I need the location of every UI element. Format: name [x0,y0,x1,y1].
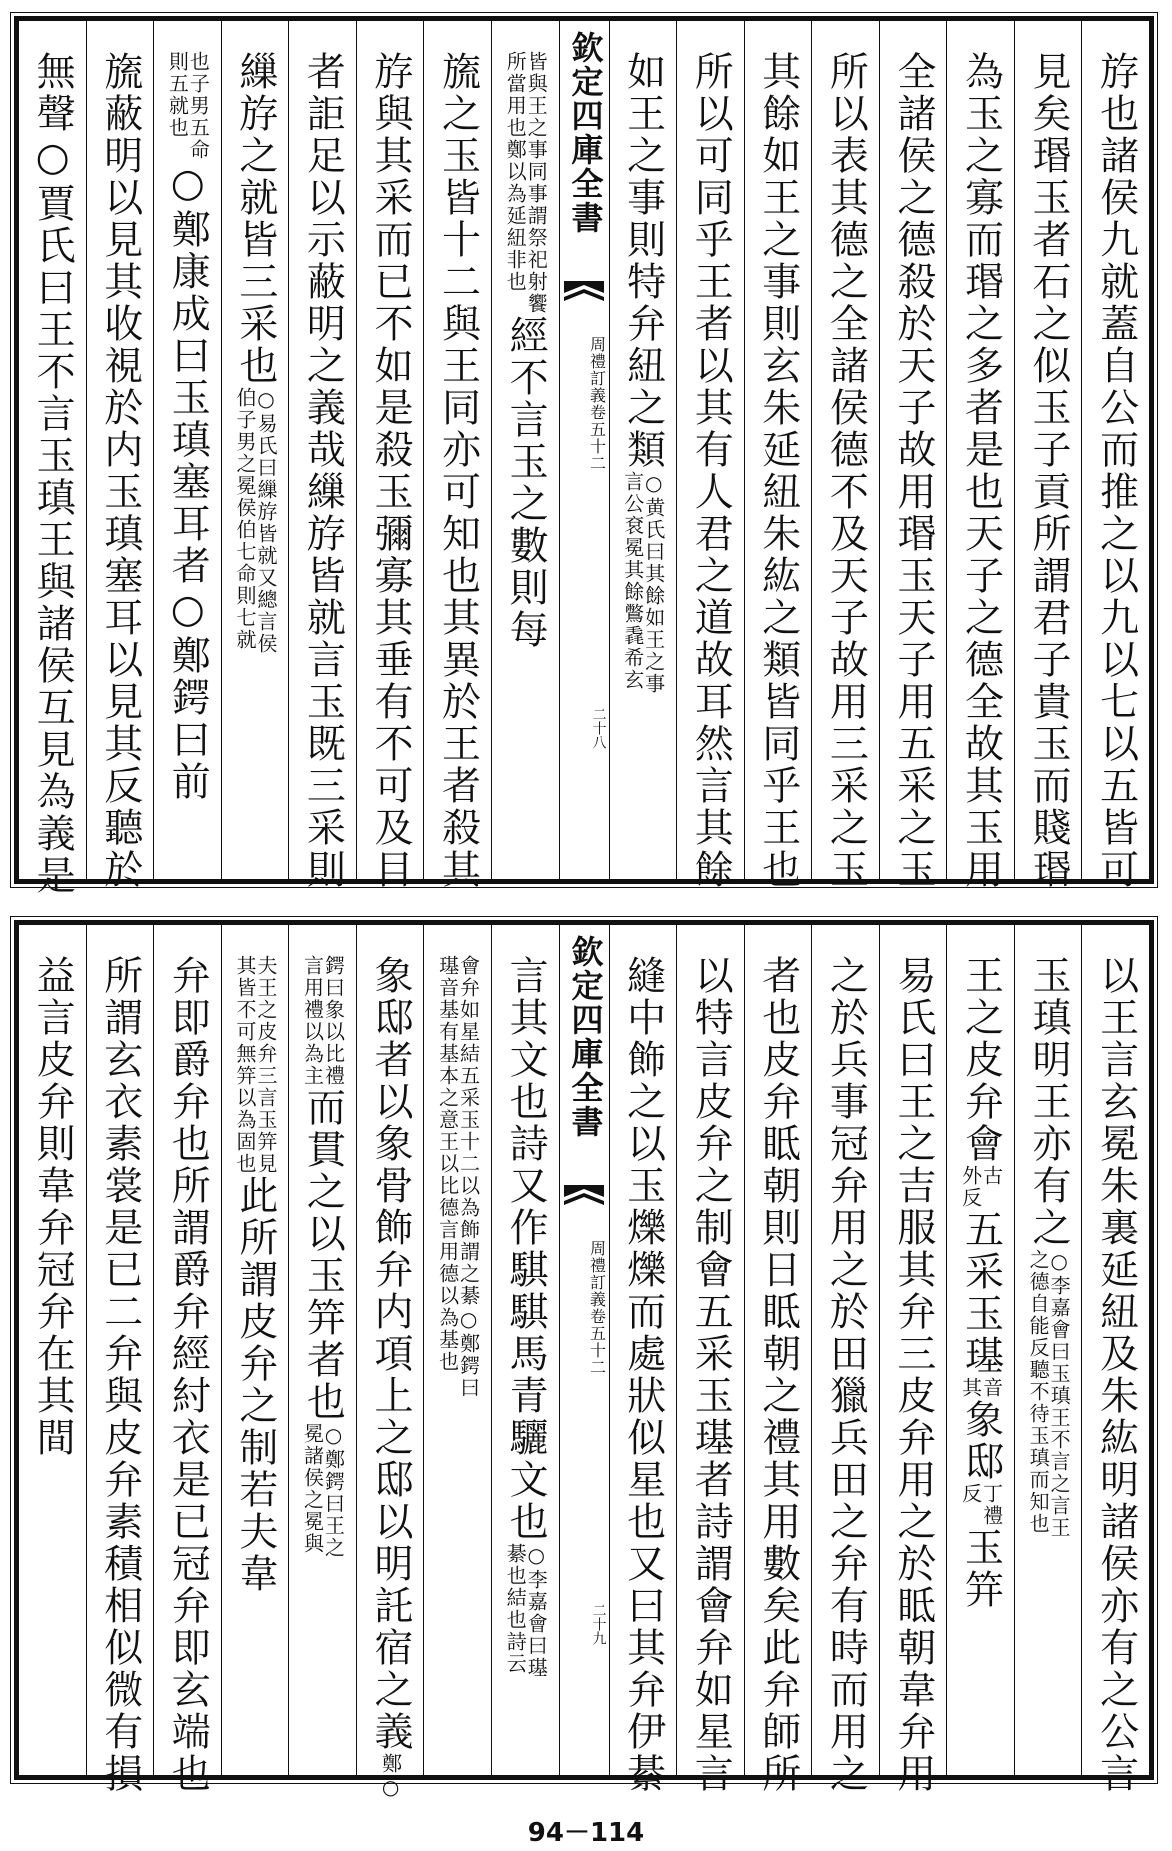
page-number: 94－114 [527,1818,645,1848]
text-column [744,21,812,891]
text-column [1081,925,1149,1795]
annotation-right: ○李嘉會曰玉瑱王不言之言王 [1047,1249,1072,1539]
text-column [221,925,289,1775]
volume-title: 周禮訂義 [587,336,607,404]
annotation-pair [302,955,344,1087]
annotation-left: 其皆不可無笄以為固也 [232,955,257,1175]
text-column [423,21,491,891]
main-text: 縫中飾之以玉爍爍而處狀似星也又曰其弁伊綦 [620,955,666,1795]
annotation-pair [234,387,276,655]
annotation-pair [960,1483,1002,1527]
text-column [609,21,677,879]
main-text: 玉笄 [958,1527,1004,1611]
annotation-left: 伯子男之冕侯伯七命則七就 [232,387,257,651]
annotation-pair [503,1543,549,1679]
text-column [356,21,424,891]
main-text: 無聲○賈氏曰王不言玉瑱王與諸侯互見為義是 [30,51,76,897]
annotation-left: 之德自能反聽不待玉瑱而知也 [1026,1249,1051,1535]
volume-label [560,1240,609,1376]
annotation-right: 皆與王之事同事謂祭祀射饗 [524,51,549,315]
main-text: 五采玉璂 [958,1209,1004,1377]
text-column [19,925,86,1775]
annotation-pair [437,955,479,1399]
top-columns [19,21,1149,897]
annotation-left: 言用禮以為主 [300,955,325,1087]
top-page-panel [14,16,1154,897]
main-text: 之於兵事冠弁用之於田獵兵田之弁有時而用之 [823,955,869,1795]
annotation-left: 其 [958,1377,983,1399]
main-text: 玉瑱明王亦有之 [1026,955,1072,1249]
text-column [609,925,677,1795]
bottom-page-panel [14,920,1154,1801]
annotation-left: 綦也結也詩云 [503,1543,528,1675]
annotation-right: ○李嘉會曰璂 [524,1543,549,1679]
leaf-number: 二十九 [590,1603,607,1645]
main-text: 王之皮弁會 [958,955,1004,1165]
text-column [288,925,356,1775]
text-column [879,925,947,1795]
text-column [221,21,289,879]
annotation-right: 古 [979,1165,1004,1187]
annotation-right: 夫王之皮弁三言玉笄見 [253,955,278,1175]
text-column [676,925,744,1795]
annotation-right: ○黄氏曰其餘如王之事 [641,471,666,695]
annotation-pair [302,1423,344,1559]
main-text: ○鄭康成曰玉瑱塞耳者○鄭鍔曰前 [165,161,211,803]
text-column [676,21,744,891]
volume-number: 卷五十二 [587,404,607,472]
annotation-left: 則五就也 [165,51,190,139]
main-text: 旒之玉皆十二與王同亦可知也其異於王者殺其 [435,51,481,891]
text-column [19,21,86,897]
book-title: 欽定四庫全書 [566,31,605,235]
main-text: 此所謂皮弁之制若夫韋 [232,1175,278,1595]
text-column [811,925,879,1795]
main-text: 以王言玄冕朱裏延紐及朱紘明諸侯亦有之公言 [1093,955,1139,1795]
center-fold [559,21,609,879]
main-text: 如王之事則特弁紐之類 [620,51,666,471]
main-text: 者詎足以示蔽明之義哉繅斿皆就言玉既三采則 [300,51,346,891]
annotation-right: 會弁如星結五采玉十二以為飾謂之綦○鄭鍔曰 [456,955,481,1399]
annotation-left: 所當用也鄭以為延紐非也 [503,51,528,293]
fish-tail-mark-icon [564,281,604,321]
main-text: 益言皮弁則韋弁冠弁在其間 [30,955,76,1459]
annotation-pair [503,51,549,315]
main-text: 所以可同乎王者以其有人君之道故耳然言其餘 [688,51,734,891]
main-text: 所以表其德之全諸侯德不及天子故用三采之玉 [823,51,869,891]
annotation-left: 外反 [958,1165,983,1209]
main-text: 易氏曰王之吉服其弁三皮弁用之於眡朝韋弁用 [890,955,936,1795]
main-text: 全諸侯之德殺於天子故用瑉玉天子用五采之玉 [890,51,936,891]
text-column [1014,21,1082,891]
annotation-left: 言公袞冕其餘鷩毳希玄 [620,471,645,691]
text-column [811,21,879,891]
main-text: 斿與其采而已不如是殺玉彌寡其垂有不可及目 [367,51,413,891]
leaf-number: 二十八 [590,707,607,749]
text-column [86,21,154,891]
annotation-right: 也子男五命 [186,51,211,161]
book-title: 欽定四庫全書 [566,935,605,1139]
main-text: 為玉之寡而瑉之多者是也天子之德全故其玉用 [958,51,1004,891]
text-column [491,925,559,1775]
main-text: 斿也諸侯九就蓋自公而推之以九以七以五皆可 [1093,51,1139,891]
bottom-columns [19,925,1149,1801]
volume-number: 卷五十二 [587,1308,607,1376]
text-column [86,925,154,1795]
main-text: 見矣瑉玉者石之似玉子貢所謂君子貴玉而賤瑉 [1026,51,1072,891]
text-column [946,925,1014,1775]
annotation-pair [234,955,276,1175]
annotation-pair [380,1753,401,1801]
text-column [288,21,356,891]
text-column [946,21,1014,891]
main-text: 而貫之以玉笄者也 [300,1087,346,1423]
annotation-left: 冕諸侯之冕與 [300,1423,325,1555]
main-text: 以特言皮弁之制會五采玉璂者詩謂會弁如星言 [688,955,734,1795]
volume-title: 周禮訂義 [587,1240,607,1308]
volume-label [560,336,609,472]
annotation-pair [960,1165,1002,1209]
text-column [153,925,221,1795]
main-text: 繅斿之就皆三采也 [232,51,278,387]
annotation-pair [165,51,211,161]
annotation-pair [622,471,664,695]
main-text: 者也皮弁眡朝則日眡朝之禮其用數矣此弁師所 [755,955,801,1795]
annotation-right: 鄭○ [378,1753,403,1801]
text-column [491,21,559,879]
annotation-right: 鍔曰象以比禮 [321,955,346,1087]
annotation-left: 璂音基有基本之意王以比德言用德以為基也 [435,955,460,1373]
text-column [744,925,812,1795]
main-text: 所謂玄衣素裳是已二弁與皮弁素積相似微有損 [97,955,143,1795]
annotation-right: 音 [979,1377,1004,1399]
main-text: 其餘如王之事則玄朱延紐朱紘之類皆同乎王也 [755,51,801,891]
center-fold [559,925,609,1775]
annotation-right: ○易氏曰繅斿皆就又總言侯 [253,387,278,655]
text-column [423,925,491,1775]
main-text: 象邸者以象骨飾弁内項上之邸以明託宿之義 [367,955,413,1753]
annotation-left: 反 [958,1483,983,1505]
text-column [879,21,947,891]
main-text: 言其文也詩又作騏騏馬青驪文也 [503,955,549,1543]
fish-tail-mark-icon [564,1185,604,1225]
annotation-right: ○鄭鍔曰王之 [321,1423,346,1559]
text-column [1081,21,1149,891]
main-text: 旒蔽明以見其收視於内玉瑱塞耳以見其反聽於 [97,51,143,891]
text-column [153,21,221,879]
main-text: 弁即爵弁也所謂爵弁經紂衣是已冠弁即玄端也 [165,955,211,1795]
main-text: 經不言玉之數則每 [503,315,549,651]
annotation-right: 丁禮 [979,1483,1004,1527]
annotation-pair [960,1377,1002,1399]
main-text: 象邸 [958,1399,1004,1483]
annotation-pair [1026,1249,1072,1539]
text-column [356,925,424,1801]
text-column [1014,925,1082,1775]
